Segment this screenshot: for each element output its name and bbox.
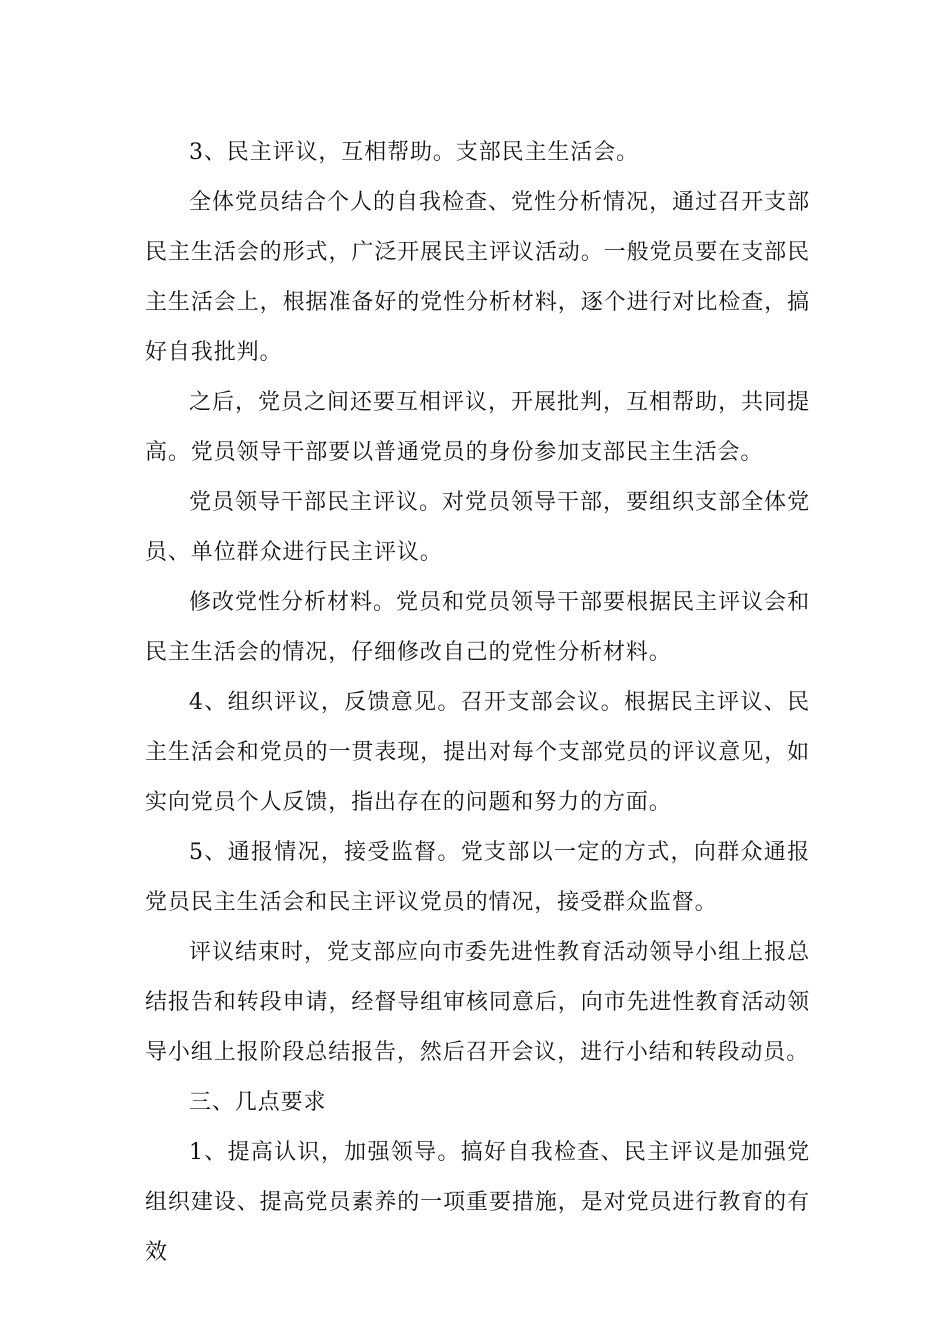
paragraph-section-4: 4、组织评议，反馈意见。召开支部会议。根据民主评议、民主生活会和党员的一贯表现，提出对每个支部党员的评议意见，如实向党员个人反馈，指出存在的问题和努力的方面。 bbox=[145, 690, 810, 815]
paragraph-mutual-evaluation: 之后，党员之间还要互相评议，开展批判，互相帮助，共同提高。党员领导干部要以普通党员的身份参加支部民主生活会。 bbox=[145, 390, 810, 465]
paragraph-section-5: 5、通报情况，接受监督。党支部以一定的方式，向群众通报党员民主生活会和民主评议党员的情况，接受群众监督。 bbox=[145, 840, 810, 915]
paragraph-revise-materials: 修改党性分析材料。党员和党员领导干部要根据民主评议会和民主生活会的情况，仔细修改自己的党性分析材料。 bbox=[145, 590, 810, 665]
paragraph-requirement-1: 1、提高认识，加强领导。搞好自我检查、民主评议是加强党组织建设、提高党员素养的一项重要措施，是对党员进行教育的有效 bbox=[145, 1140, 810, 1265]
paragraph-self-inspection: 全体党员结合个人的自我检查、党性分析情况，通过召开支部民主生活会的形式，广泛开展民主评议活动。一般党员要在支部民主生活会上，根据准备好的党性分析材料，逐个进行对比检查，搞好自我批判。 bbox=[145, 190, 810, 365]
paragraph-evaluation-end: 评议结束时，党支部应向市委先进性教育活动领导小组上报总结报告和转段申请，经督导组审核同意后，向市先进性教育活动领导小组上报阶段总结报告，然后召开会议，进行小结和转段动员。 bbox=[145, 940, 810, 1065]
document-body bbox=[145, 128, 810, 1278]
paragraph-requirements-heading: 三、几点要求 bbox=[189, 1090, 327, 1115]
paragraph-section-3-heading: 3、民主评议，互相帮助。支部民主生活会。 bbox=[189, 140, 639, 165]
paragraph-leader-evaluation: 党员领导干部民主评议。对党员领导干部，要组织支部全体党员、单位群众进行民主评议。 bbox=[145, 490, 810, 565]
